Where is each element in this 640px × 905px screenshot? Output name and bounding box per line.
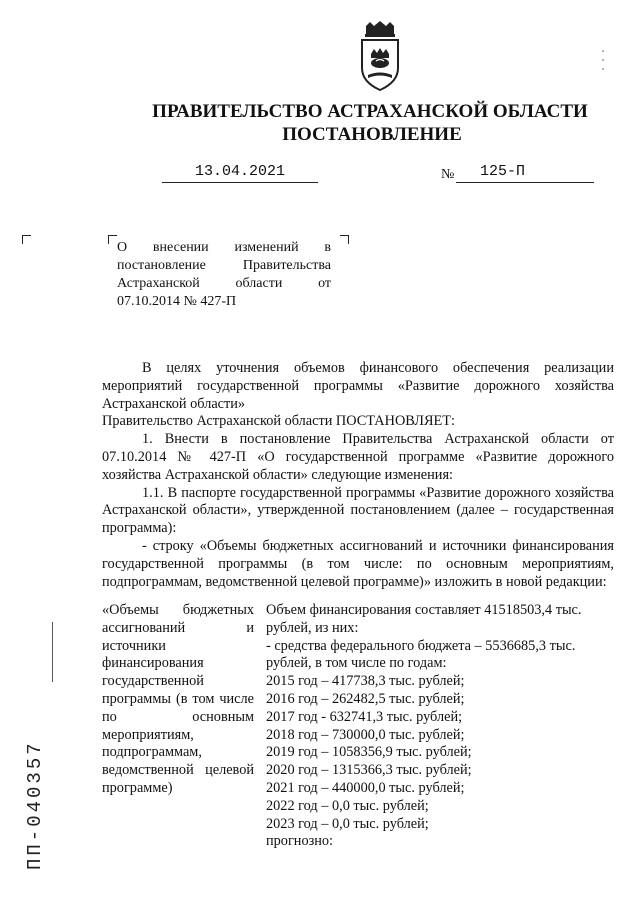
funding-line: Объем финансирования составляет 41518503,4 тыс. — [266, 602, 582, 618]
funding-line: 2015 год – 417738,3 тыс. рублей; — [266, 673, 465, 690]
margin-line — [52, 622, 53, 682]
government-title: ПРАВИТЕЛЬСТВО АСТРАХАНСКОЙ ОБЛАСТИ — [152, 101, 588, 122]
paragraph-row-change: - строку «Объемы бюджетных ассигнований и источники финансирования государственной программы (в том числе: по основным мероприятиям, подпрограммам, ведомственной целевой программе)» изложить в новой редакции: — [102, 537, 614, 590]
document-subject — [117, 239, 331, 311]
corner-mark-subject-right — [340, 235, 349, 244]
paragraph-resolves: Правительство Астраханской области ПОСТАНОВЛЯЕТ: — [102, 413, 455, 430]
paragraph-item-1-1: 1.1. В паспорте государственной программы «Развитие дорожного хозяйства Астраханской области», утвержденной постановлением (далее – государственная программа): — [102, 484, 614, 537]
funding-line: 2023 год – 0,0 тыс. рублей; — [266, 815, 429, 832]
funding-line: рублей, в том числе по годам: — [266, 655, 447, 672]
scan-dots — [600, 48, 606, 78]
funding-line: 2022 год – 0,0 тыс. рублей; — [266, 797, 429, 814]
paragraph-purpose: В целях уточнения объемов финансового обеспечения реализации мероприятий государственной программы «Развитие дорожного хозяйства Астраханской области» — [102, 360, 614, 412]
serial-stamp — [18, 720, 46, 870]
subject-line: постановление Правительства — [117, 258, 331, 273]
funding-line: рублей, из них: — [266, 619, 359, 636]
document-type: ПОСТАНОВЛЕНИЕ — [282, 124, 462, 145]
funding-line: прогнозно: — [266, 833, 334, 850]
funding-line: 2018 год – 730000,0 тыс. рублей; — [266, 726, 465, 743]
funding-line: 2019 год – 1058356,9 тыс. рублей; — [266, 744, 472, 761]
serial-number: ПП-040357 — [24, 740, 46, 870]
subject-line: Астраханской области от — [117, 276, 331, 291]
funding-line: - средства федерального бюджета – 5536685,3 тыс. — [266, 637, 576, 654]
corner-mark-left — [22, 235, 31, 244]
document-date: 13.04.2021 — [162, 163, 318, 183]
subject-line: О внесении изменений в — [117, 240, 331, 255]
document-number: 125-П — [456, 163, 594, 183]
funding-line: 2020 год – 1315366,3 тыс. рублей; — [266, 762, 472, 779]
document-body — [102, 360, 614, 591]
table-left-cell: «Объемы бюджетных ассигнований и источники финансирования государственной программы (в том числе по основным мероприятиям, подпрограммам, ведомственной целевой программе) — [102, 602, 254, 796]
funding-line: 2017 год - 632741,3 тыс. рублей; — [266, 708, 463, 725]
coat-of-arms-emblem — [356, 20, 404, 92]
subject-line: 07.10.2014 № 427-П — [117, 294, 237, 309]
table-right-cell — [266, 602, 614, 851]
funding-line: 2021 год – 440000,0 тыс. рублей; — [266, 779, 465, 796]
paragraph-item-1: 1. Внести в постановление Правительства Астраханской области от 07.10.2014 № 427-П «О государственной программе «Развитие дорожного хозяйства Астраханской области» следующие изменения: — [102, 431, 614, 483]
corner-mark-subject-left — [108, 235, 117, 244]
number-label: № — [441, 167, 455, 182]
funding-line: 2016 год – 262482,5 тыс. рублей; — [266, 690, 465, 707]
